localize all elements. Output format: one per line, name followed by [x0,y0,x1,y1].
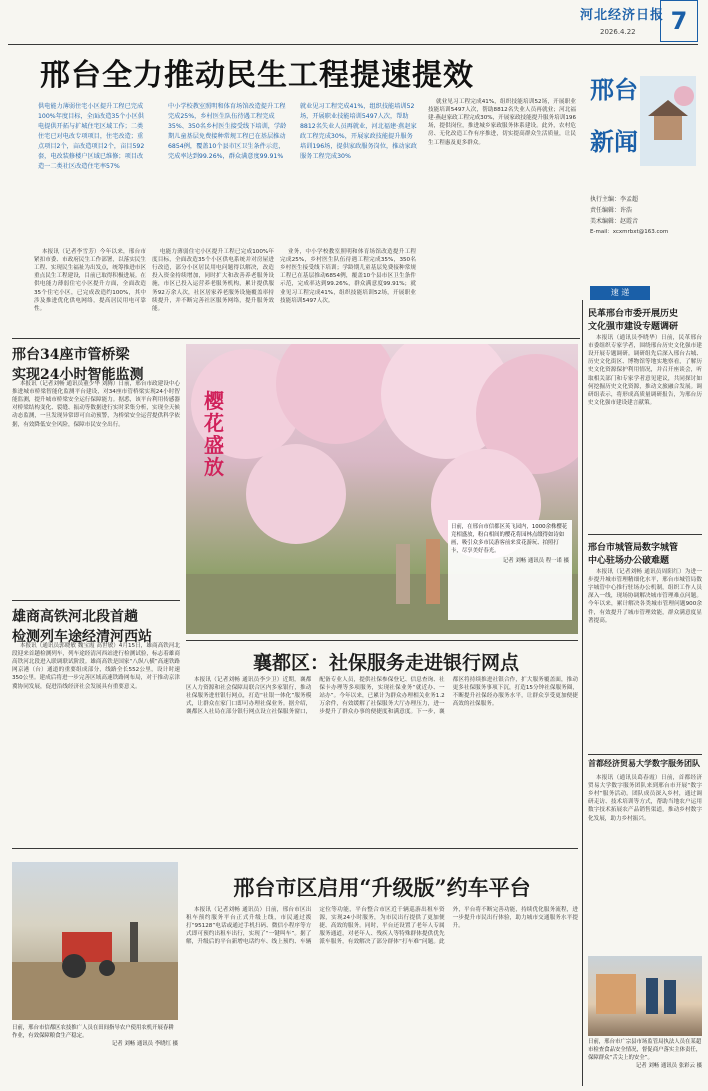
info-box-1 [38,102,148,242]
section-title-2: 新闻 [590,127,638,156]
xiangdu-body-text: 本报讯（记者刘畅 通讯员李少卫）近期，襄都区人力资源和社会保障局联合区内多家银行，推动社保服务进驻银行网点，打造“社银一体化”服务模式，让群众在家门口即可办理社保业务。据介绍，襄都区人社局在部分银行网点设立社保服务窗口，配备专业人员，提供社保参保登记、信息查询、社保卡办理等多项服务，实现社保业务“就近办、一站办”。今年以来，已累计为群众办理相关业务1.2万余件，有效缓解了社保服务大厅办理压力，进一步提升了群众办事的便捷度和满意度。下一步，襄都区将持续推进社银合作，扩大服务覆盖面，推动更多社保服务事项下沉，打造15分钟社保服务圈，不断提升社保经办服务水平，让群众享受更加便捷高效的社保服务。 [186,677,578,716]
main-headline: 邢台全力推动民生工程提速提效 [40,58,474,93]
bridge-headline-2: 实现24小时智能监测 [12,367,144,383]
xiangdu-headline: 襄都区：社保服务走进银行网点 [252,652,519,674]
lead-article-col-4 [428,98,576,338]
rail-headline-2: 检测列车途经清河西站 [12,629,152,645]
bridge-body [12,380,180,598]
divider-photo [186,640,578,641]
market-inspection-photo [588,956,702,1036]
sidebar-article1-text: 本报讯（通讯员李晓华）日前，民革邢台市委组织专家学者，围绕邢台历史文化强市建设开展专题调研。调研组先后深入邢台古城、历史文化街区、博物馆等地实地察看，了解历史文化资源保护利用情况，并召开座谈会，听取相关部门和专家学者意见建议，共同探讨如何挖掘历史文化资源，推动文旅融合发展。调研组表示，将形成高质量调研报告，为邢台历史文化强市建设建言献策。 [588,335,702,406]
sidebar-divider-1 [588,534,702,535]
info-box-2 [168,102,290,242]
photo-main-credit: 记者 刘畅 通讯员 程一诺 摄 [502,558,569,565]
info-box-3-text: 就业见习工程完成41%，组织技能培训52场，开展职业技能培训5497人次，帮助8812名失业人员再就业，河北福建·燕赵家政工程完成30%，开展家政技能提升服务培训196场，提供家政服务岗位，推动家政服务工程完成30% [300,103,417,160]
masthead [0,0,708,44]
divider-taxi [12,848,578,849]
editor-line-3: 美术编辑：赵霞音 [590,218,639,225]
lead-article-col-3 [280,248,416,336]
editor-line-1: 执行主编：李孟超 [590,196,639,203]
lead-article-text-4: 就业见习工程完成41%，组织技能培训52场，开展职业技能培训5497人次，帮助8812名失业人员再就业；河北福建·燕赵家政工程完成30%，开展家政技能提升服务培训196场，提供岗位，推进城乡家政服务体系建设。此外，农村危房、无化改造工作有序推进，切实提高群众生活质量，让民生工程惠及更多群众。 [428,99,576,146]
market-credit: 记者 刘畅 通讯员 张彩云 摄 [635,1063,702,1070]
sidebar-article2-title-1: 邢台市城管局数字城管 [588,543,679,553]
photo-main-caption-box [448,520,572,620]
sidebar-article1-body [588,334,702,530]
farming-caption-box [12,1024,178,1086]
taxi-headline: 邢台市区启用“升级版”约车平台 [233,875,531,900]
info-box-2-text: 中小学校教室照明和体育场馆改造提升工程完成25%，乡村医生队伍待遇工程完成35%、350名乡村医生接受线下培训，学龄期儿童基层免费接种常规工程已在基层推动6854例，覆盖10个县市区卫生条件示范，完成率达到99.26%，群众满意度99.91% [168,103,287,160]
bridge-article [12,344,180,384]
farming-credit: 记者 刘畅 通讯员 李晓红 摄 [111,1041,178,1048]
rail-headline-1: 雄商高铁河北段首趟 [12,609,138,625]
market-caption: 日前，邢台市广宗县市场监管局执法人员在某超市检查食品安全情况，督促商户落实主体责任，保障群众“舌尖上的安全”。 [588,1039,702,1062]
divider-bridge [12,600,180,601]
sidebar-article2-headline [588,540,702,566]
editor-line-2: 责任编辑：许浩 [590,207,633,214]
lead-article-col-1 [34,248,146,336]
editor-line-4: E-mail：xcxmrbxt@163.com [590,229,669,235]
sidebar-article3-headline: 首都经济贸易大学数字服务团队 [588,758,700,768]
taxi-body-text: 本报讯（记者刘畅 通讯员）日前，邢台市区出租车预约服务平台正式升级上线，市民通过拨打“95128”电话或通过手机扫码、微信小程序等方式即可预约出租车出行，实现了“一键叫车”。据了解，升级后的平台新增电话约车、线上预约、车辆定位等功能，平台整合市区近千辆巡游出租车资源，实现24小时服务，为市民出行提供了更加便捷、高效的服务。同时，平台还设置了老年人专属服务通道，对老年人、残疾人等特殊群体提供优先派车服务，有效解决了部分群体“打车难”问题。此外，平台将不断完善功能，持续优化服务流程，进一步提升市民出行体验，助力城市交通服务水平提升。 [186,907,578,946]
sidebar-article3-text: 本报讯（通讯员葛春霞）日前，首都经济贸易大学数字服务团队来到邢台市开展“数字乡村”服务活动。团队成员深入乡村，通过调研走访、技术培训等方式，帮助当地农户运用数字技术拓展农产品销售渠道，推动乡村数字化发展，助力乡村振兴。 [588,775,702,822]
sidebar-article3-body [588,774,702,952]
rail-article [12,606,180,646]
pavilion-illustration [640,76,696,166]
sidebar-article2-text: 本报讯（记者刘畅 通讯员周阳红）为进一步提升城市管理精细化水平，邢台市城管局数字城管中心推行驻场办公机制，组织工作人员深入一线，现场协调解决城市管理难点问题。今年以来，累计解决各类城市管理问题900余件，有效提升了城市管理效能，群众满意度显著提高。 [588,569,702,624]
tractor-graphic [12,862,178,1020]
divider-lead [12,338,580,339]
photo-main-caption: 日前，在邢台市信都区英飞园内，1000余株樱花竞相盛放，粉白相间的樱花将园林点缀得如诗如画，吸引众多市民游客前来赏花游玩、拍照打卡，尽享美好春光。 [451,524,568,555]
lead-article-text-2: 电能力薄弱住宅小区提升工程已完成100%年度目标，全面改造35个小区供电系统并对房屋进行改造，部分小区居民用电问题得以解决，改造投入资金持续增加，同时扩大和改善养老服务设施，市区已投入运营养老服务机构，累计提供服务92万余人次，社区居家养老服务设施覆盖率持续提升，并不断完善社区服务网络，提升服务效能。 [152,249,274,312]
cherry-blossom-photo [186,344,578,634]
rail-body-text: 本报讯（通讯员郭晓敏 魏宝霞 高世敏）4月15日，雄商高铁河北段迎来首趟检测列车，列车途经清河西站进行检测试验，标志着雄商高铁河北段进入联调联试阶段。雄商高铁是国家“八纵八横”高速铁路网京港（台）通道的重要组成部分，线路全长552公里，设计时速350公里。建成后将进一步完善区域高速铁路网布局，对于推动京津冀协同发展，促进沿线经济社会发展具有重要意义。 [12,643,180,690]
farming-caption: 日前，邢台市信都区农技推广人员在田间指导农户使用农机开展春耕作业，有效保障粮食生产稳定。 [12,1025,174,1040]
section-title-1: 邢台 [590,75,638,104]
bridge-body-text: 本报讯（记者刘畅 通讯员董少华 刘腾）日前，邢台市政建设中心推进城市桥梁智能化监测平台建设，对34座市管桥梁实现24小时智能监测，提升城市桥梁安全运行保障能力。据悉，该平台利用传感器对桥梁结构变化、裂缝、振动等数据进行实时采集分析，实现全天候动态监测，一旦发现异常即可自动预警，为桥梁安全运营提供科学依据，有效降低安全风险，保障市民安全出行。 [12,381,180,428]
farming-photo [12,862,178,1020]
sidebar-article1-title-2: 文化强市建设专题调研 [588,322,679,332]
lead-article-col-2 [152,248,274,336]
inspection-graphic [588,956,702,1036]
paper-name: 河北经济日报 [580,8,665,23]
info-box-1-text: 供电能力薄弱住宅小区提升工程已完成100%年度目标，全面改造35个小区供电提供开拓与扩城住宅区域工作；二类住宅已对电改专项项目，住宅改造；重点项目2个，亩改造项目2个，亩目592套，电改装修楼户区域已维修；项目改造一二类社区改造住宅率57% [38,103,145,170]
lead-article-text-3: 业务，中小学校教室照明和体育场馆改造提升工程完成25%，乡村医生队伍待遇工程完成35%，350名乡村医生接受线下培训；学龄期儿童基层免费接种常规工程已在基层推动6854例，覆盖10个县市区卫生条件示范，完成率达到99.26%，群众满意度99.91%；就业见习工程完成41%，组织技能培训52场，开展职业技能培训5497人次。 [280,249,416,304]
issue-date: 2026.4.22 [600,28,636,36]
market-caption-box [588,1038,702,1088]
page-number: 7 [660,0,698,42]
sidebar-article2-title-2: 中心驻场办公破难题 [588,556,670,566]
photo-overlay-title: 樱花盛放 [204,389,224,479]
section-header [584,48,700,282]
info-box-3 [300,102,418,242]
quick-news-label: 速 递 [590,286,650,300]
sidebar-divider-2 [588,754,702,755]
sidebar-divider [582,300,583,1086]
taxi-body [186,906,578,1086]
sidebar-article1-title-1: 民革邢台市委开展历史 [588,309,679,319]
xiangdu-body [186,676,578,844]
lead-article-text-1: 本报讯（记者李雪芳）今年以来，邢台市紧扣市委、市政府民生工作部署，以落实民生工程、实现民生福祉为出发点，统筹推进市区重点民生工程建设，目前已取得积极进展。在供电能力薄弱住宅小区提升方面，全面改造35个住宅小区，已完成改造约100%，其中涉及推进优化供电网络，提高居民用电可靠性。 [34,249,146,312]
sidebar-article2-body [588,568,702,750]
rail-body [12,642,180,842]
masthead-rule [8,44,698,45]
sidebar-article1-headline [588,306,702,332]
bridge-headline-1: 邢台34座市管桥梁 [12,347,130,363]
